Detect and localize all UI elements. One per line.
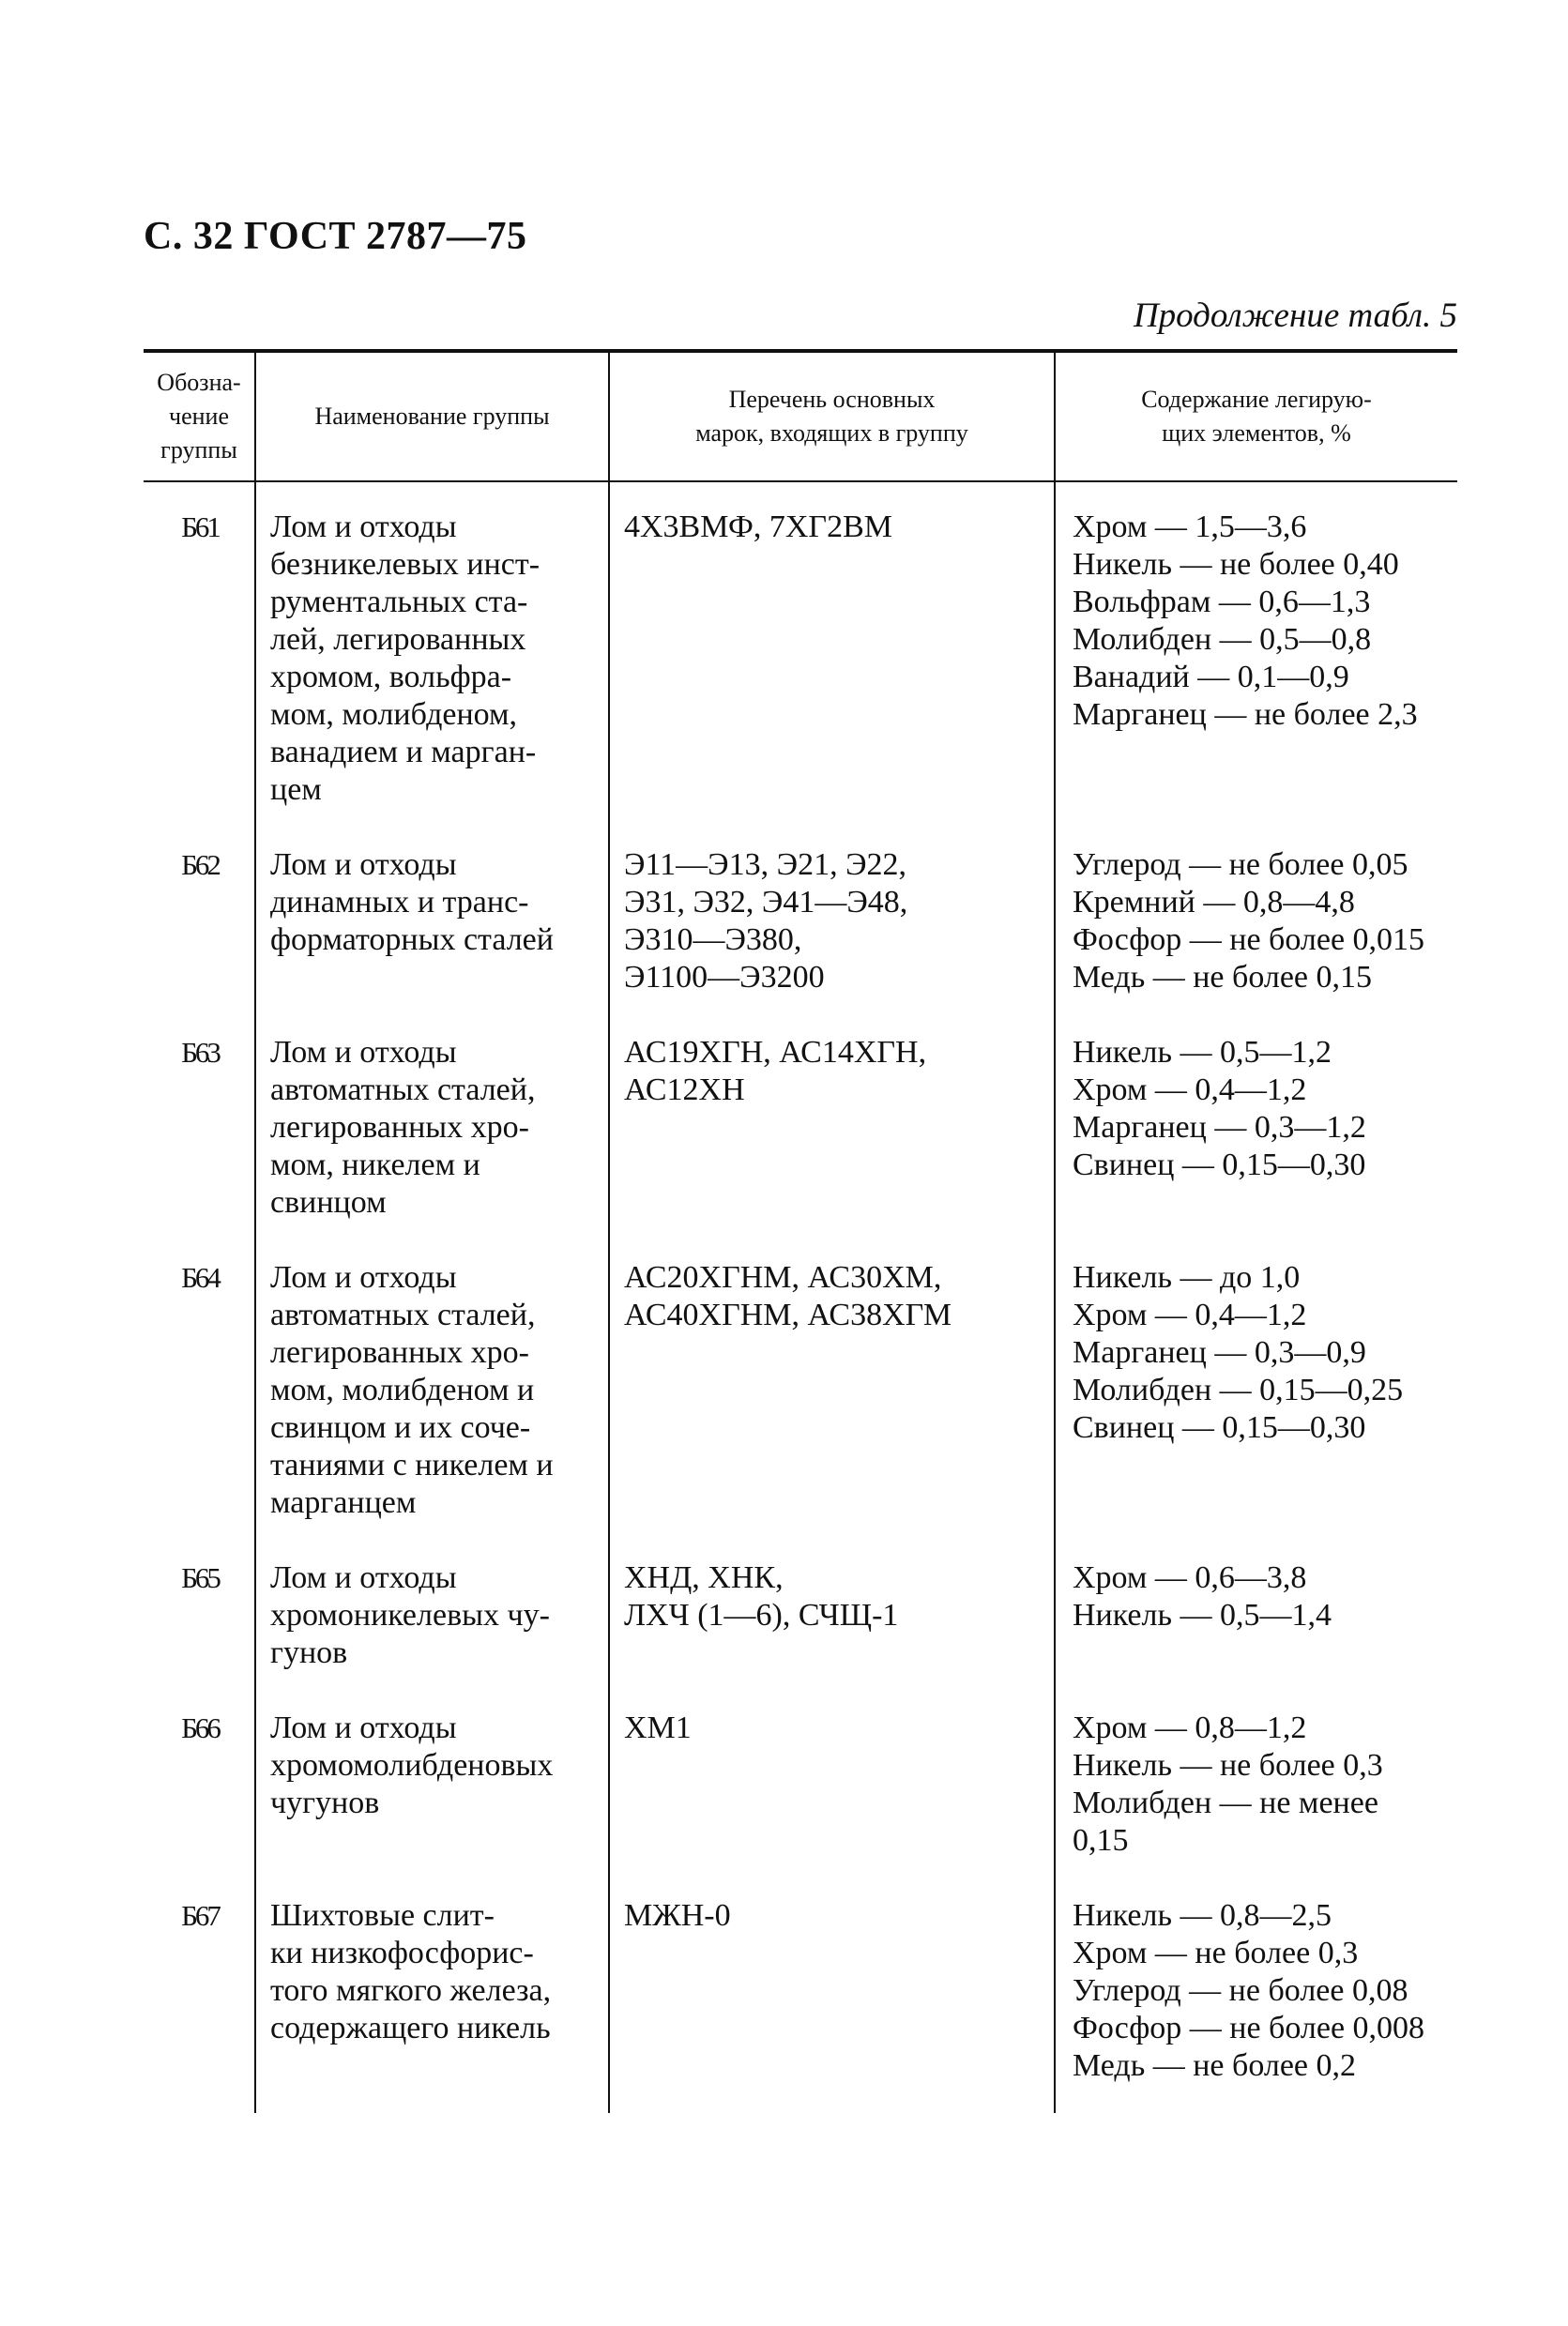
alloy-content: Никель — 0,5—1,2 Хром — 0,4—1,2 Марганец — 0,3—1,2 Свинец — 0,15—0,30 bbox=[1073, 1035, 1366, 1182]
header-grades: Перечень основных марок, входящих в группу bbox=[695, 386, 968, 447]
group-code: Б65 bbox=[181, 1561, 219, 1594]
group-code: Б64 bbox=[181, 1261, 219, 1294]
alloy-content: Никель — 0,8—2,5 Хром — не более 0,3 Углерод — не более 0,08 Фосфор — не более 0,008 Медь — не более 0,2 bbox=[1073, 1898, 1425, 2083]
group-grades: МЖН-0 bbox=[624, 1898, 731, 1933]
alloy-content: Хром — 0,8—1,2 Никель — не более 0,3 Молибден — не менее 0,15 bbox=[1073, 1710, 1383, 1858]
group-grades: ХМ1 bbox=[624, 1710, 692, 1745]
group-code: Б66 bbox=[181, 1711, 219, 1744]
group-name: Лом и отходы безникелевых инст- рументальных ста- лей, легированных хромом, вольфра- мом, молибденом, ванадием и марган- цем bbox=[270, 509, 540, 807]
materials-table bbox=[144, 349, 1457, 2113]
group-code: Б67 bbox=[181, 1899, 219, 1932]
group-grades: Э11—Э13, Э21, Э22, Э31, Э32, Э41—Э48, Э310—Э380, Э1100—Э3200 bbox=[624, 847, 908, 995]
group-name: Лом и отходы автоматных сталей, легированных хро- мом, никелем и свинцом bbox=[270, 1035, 536, 1220]
group-grades: 4Х3ВМФ, 7ХГ2ВМ bbox=[624, 509, 892, 544]
page-title: С. 32 ГОСТ 2787—75 bbox=[144, 215, 527, 258]
header-code: Обозна- чение группы bbox=[157, 369, 241, 464]
group-code: Б63 bbox=[181, 1036, 219, 1069]
table-continuation-caption: Продолжение табл. 5 bbox=[1133, 296, 1457, 335]
group-code: Б61 bbox=[181, 510, 219, 543]
header-alloy-content: Содержание легирую- щих элементов, % bbox=[1141, 386, 1372, 447]
group-code: Б62 bbox=[181, 848, 219, 881]
group-name: Лом и отходы автоматных сталей, легированных хро- мом, молибденом и свинцом и их соче- таниями с никелем и марганцем bbox=[270, 1260, 554, 1520]
column-divider bbox=[1054, 349, 1056, 2113]
group-name: Лом и отходы хромоникелевых чу- гунов bbox=[270, 1560, 550, 1670]
group-name: Лом и отходы динамных и транс- форматорных сталей bbox=[270, 847, 554, 957]
column-divider bbox=[608, 349, 610, 2113]
alloy-content: Хром — 0,6—3,8 Никель — 0,5—1,4 bbox=[1073, 1560, 1332, 1633]
table-header-rule bbox=[144, 480, 1457, 482]
alloy-content: Углерод — не более 0,05 Кремний — 0,8—4,8 Фосфор — не более 0,015 Медь — не более 0,15 bbox=[1073, 847, 1425, 995]
alloy-content: Никель — до 1,0 Хром — 0,4—1,2 Марганец — 0,3—0,9 Молибден — 0,15—0,25 Свинец — 0,15—0,30 bbox=[1073, 1260, 1404, 1445]
group-grades: АС19ХГН, АС14ХГН, АС12ХН bbox=[624, 1035, 927, 1107]
header-group-name: Наименование группы bbox=[314, 403, 550, 430]
column-divider bbox=[254, 349, 256, 2113]
group-grades: ХНД, ХНК, ЛХЧ (1—6), СЧЩ-1 bbox=[624, 1560, 899, 1633]
group-name: Шихтовые слит- ки низкофосфорис- того мягкого железа, содержащего никель bbox=[270, 1898, 552, 2045]
group-name: Лом и отходы хромомолибденовых чугунов bbox=[270, 1710, 554, 1820]
group-grades: АС20ХГНМ, АС30ХМ, АС40ХГНМ, АС38ХГМ bbox=[624, 1260, 952, 1332]
alloy-content: Хром — 1,5—3,6 Никель — не более 0,40 Вольфрам — 0,6—1,3 Молибден — 0,5—0,8 Ванадий — 0,1—0,9 Марганец — не более 2,3 bbox=[1073, 509, 1418, 732]
